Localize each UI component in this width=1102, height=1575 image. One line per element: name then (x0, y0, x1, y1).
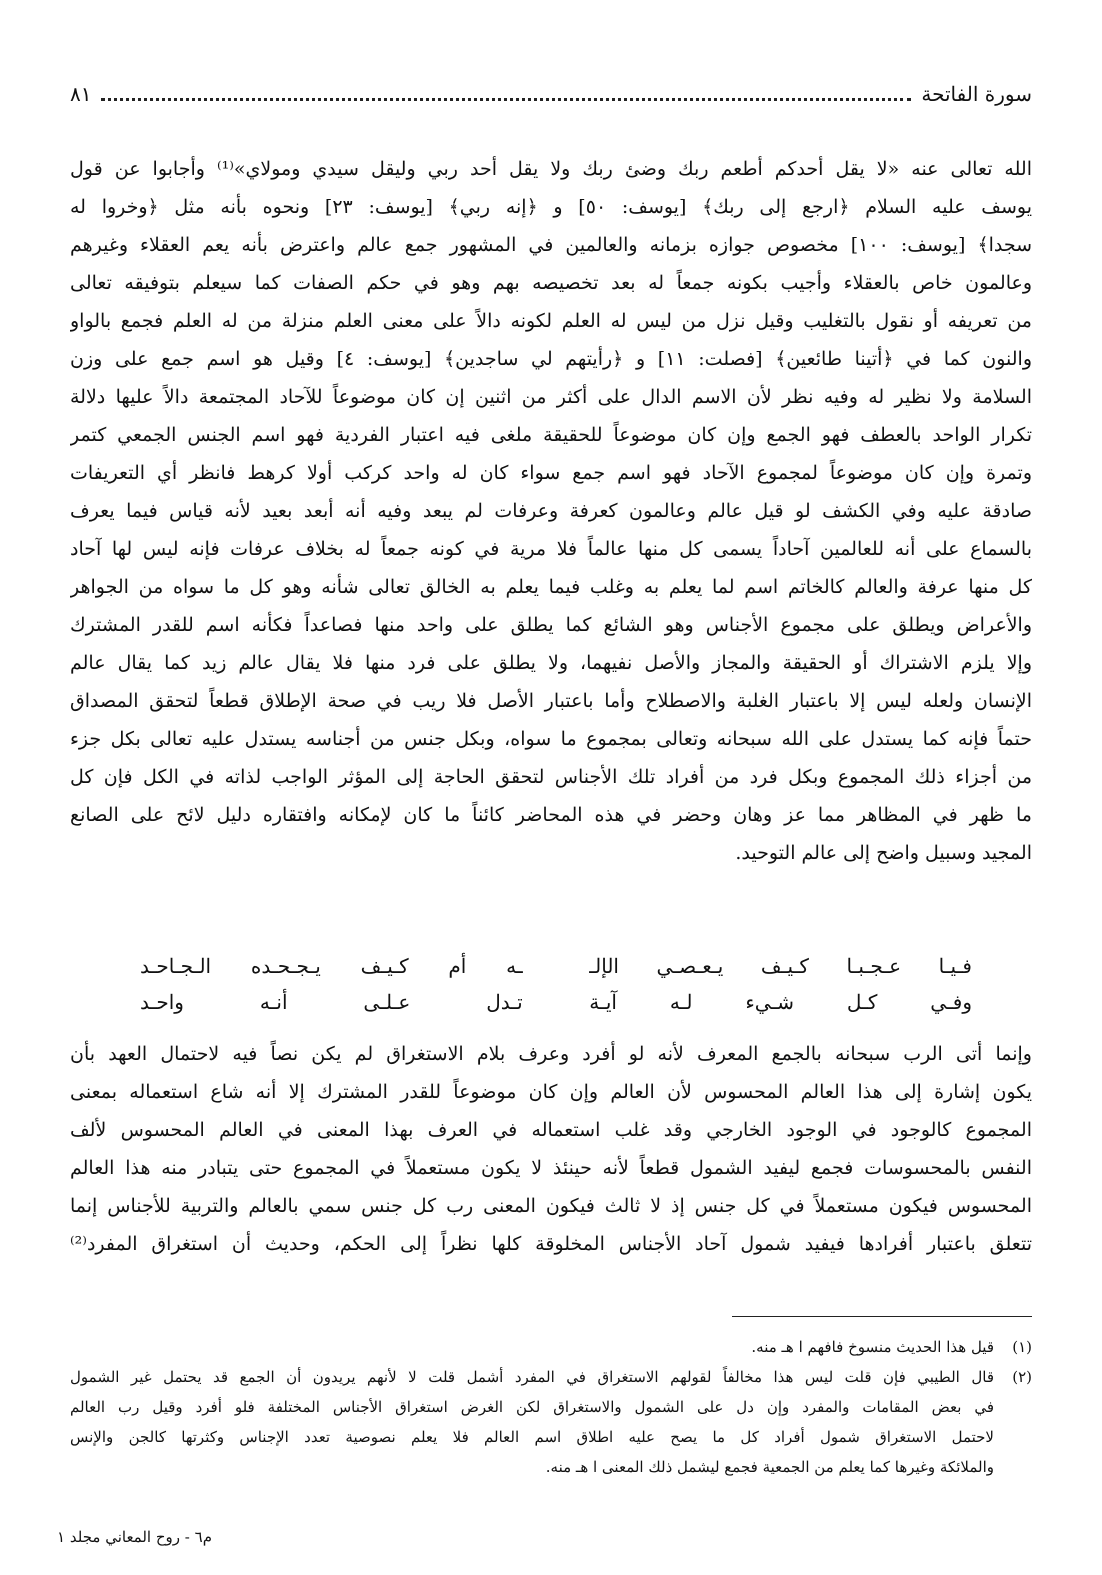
footnote-text (70, 1362, 994, 1482)
body-line: وتمرة وإن كان موضوعاً لمجموع الآحاد فهو اسم جمع سواء كان له واحد كركب أولا كرهط فانظر أي التعريفات (70, 462, 1032, 484)
main-body-text-continued (70, 1035, 1032, 1263)
body-line: بالسماع على أنه للعالمين آحاداً يسمى كل منها عالماً فلا مرية في كونه جمعاً له بخلاف عرفات فإنه ليس لها آحاد (70, 538, 1032, 560)
body-line: وإلا يلزم الاشتراك أو الحقيقة والمجاز والأصل نفيهما، ولا يطلق على فرد منها فلا يقال عالم زيد كما يقال عالم (70, 652, 1032, 674)
body-line: تتعلق باعتبار أفرادها فيفيد شمول آحاد الأجناس المخلوقة كلها نظراً إلى الحكم، وحديث أن استغراق المفرد⁽²⁾ (70, 1233, 1032, 1255)
body-line: ما ظهر في المظاهر مما عز وهان وحضر في هذه المحاضر كائناً ما كان لإمكانه وافتقاره دليل لائح على الصانع (70, 804, 1032, 826)
body-line: يوسف عليه السلام ﴿ارجع إلى ربك﴾ [يوسف: ٥٠] و ﴿إنه ربي﴾ [يوسف: ٢٣] ونحوه بأنه مثل ﴿وخروا له (70, 196, 1032, 218)
body-line: من أجزاء ذلك المجموع وبكل فرد من أفراد تلك الأجناس لتحقق الحاجة إلى المؤثر الواجب لذاته في الكل فإن كل (70, 766, 1032, 788)
body-line: حتماً فإنه كما يستدل على الله سبحانه وتعالى بمجموع ما سواه، وبكل جنس من أجناسه يستدل عليه تعالى بكل جزء (70, 728, 1032, 750)
footnote-text (70, 1332, 994, 1362)
body-line: تكرار الواحد بالعطف فهو الجمع وإن كان موضوعاً للحقيقة ملغى فيه اعتبار الفردية فهو اسم الجنس الجمعي كتمر (70, 424, 1032, 446)
body-line: من تعريفه أو نقول بالتغليب وقيل نزل من ليس له العلم لكونه دالاً على معنى العلم منزلة من له العلم فجمع بالواو (70, 310, 1032, 332)
verse-row (140, 948, 972, 984)
poetry-verses (140, 948, 972, 1020)
footnote-line: لاحتمل الاستغراق شمول أفراد كل ما يصح عليه اطلاق اسم العالم فلا يعلم نصوصية تعدد الإجناس وكثرتها كالجن والإنس (70, 1428, 994, 1446)
page-header (70, 82, 1032, 116)
body-line: والنون كما في ﴿أتينا طائعين﴾ [فصلت: ١١] و ﴿رأيتهم لي ساجدين﴾ [يوسف: ٤] وقيل هو اسم جمع على وزن (70, 348, 1032, 370)
body-line: النفس بالمحسوسات فجمع ليفيد الشمول قطعاً لأنه حينئذ لا يكون مستعملاً في المجموع حتى يتبادر منه هذا العالم (70, 1157, 1032, 1179)
body-line: صادقة عليه وفي الكشف لو قيل عالم وعالمون كعرفة وعرفات لم يبعد وفيه أنه أبعد بعيد لأنه قياس فيما يعرف (70, 500, 1032, 522)
footnote (70, 1362, 1032, 1482)
body-line: كل منها عرفة والعالم كالخاتم اسم لما يعلم به وغلب فيما يعلم به الخالق تعالى شأنه وهو كل ما سواه من الجواهر (70, 576, 1032, 598)
main-body-text (70, 150, 1032, 872)
verse-second-hemistich: تـدل عـلـى أنـه واحـد (140, 990, 523, 1014)
footnote-separator (732, 1316, 1032, 1317)
page-number: ٨١ (70, 82, 92, 106)
header-dot-leader (101, 86, 911, 101)
footnote-line: في بعض المقامات والمفرد وإن دل على الشمول والاستغراق لكن الغرض استغراق الأجناس المختلفة فلو أفرد وقيل رب العالم (70, 1398, 994, 1416)
verse-first-hemistich: وفـي كـل شـيء لـه آيـة (589, 990, 972, 1014)
footnote-number: (١) (1012, 1338, 1032, 1356)
verse-first-hemistich: فـيـا عـجـبـا كـيـف يـعـصـي الإلـ (589, 954, 972, 978)
body-line: وعالمون خاص بالعقلاء وأجيب بكونه جمعاً له بعد تخصيصه بهم وهو في حكم الصفات كما سيعلم بتوفيقه تعالى (70, 272, 1032, 294)
printer-signature: م٦ - روح المعاني مجلد ١ (57, 1528, 212, 1546)
footnote-line: قال الطيبي فإن قلت ليس هذا مخالفاً لقولهم الاستغراق في المفرد أشمل قلت لا لأنهم يريدون أن الجمع قد يحتمل غير الشمول (70, 1368, 994, 1386)
body-line: والأعراض ويطلق على مجموع الأجناس وهو الشائع كما يطلق على واحد منها فصاعداً فكأنه اسم للقدر المشترك (70, 614, 1032, 636)
body-line: الإنسان ولعله ليس إلا باعتبار الغلبة والاصطلاح وأما باعتبار الأصل فلا ريب في صحة الإطلاق قطعاً لتحقق المصداق (70, 690, 1032, 712)
verse-second-hemistich: ـه أم كـيـف يـجـحـده الـجـاحـد (140, 954, 523, 978)
body-line: يكون إشارة إلى هذا العالم المحسوس لأن العالم وإن كان موضوعاً للقدر المشترك إلا أنه شاع استعماله بمعنى (70, 1081, 1032, 1103)
footnotes (70, 1332, 1032, 1482)
verse-row (140, 984, 972, 1020)
body-line: الله تعالى عنه «لا يقل أحدكم أطعم ربك وضئ ربك ولا يقل أحد ربي وليقل سيدي ومولاي»⁽¹⁾ وأجابوا عن قول (70, 158, 1032, 180)
footnote-line: والملائكة وغيرها كما يعلم من الجمعية فجمع ليشمل ذلك المعنى ا هـ منه. (545, 1458, 994, 1476)
body-line: المحسوس فيكون مستعملاً في كل جنس إذ لا ثالث فيكون المعنى رب كل جنس سمي بالعالم والتربية للأجناس إنما (70, 1195, 1032, 1217)
body-line: السلامة ولا نظير له وفيه نظر لأن الاسم الدال على أكثر من اثنين إن كان موضوعاً للآحاد المجتمعة دالاً عليها دلالة (70, 386, 1032, 408)
footnote (70, 1332, 1032, 1362)
body-line: المجيد وسبيل واضح إلى عالم التوحيد. (735, 842, 1032, 864)
surah-title: سورة الفاتحة (921, 82, 1032, 106)
body-line: سجدا﴾ [يوسف: ١٠٠] مخصوص جوازه بزمانه والعالمين في المشهور جمع عالم واعترض بأنه يعم العقلاء وغيرهم (70, 234, 1032, 256)
body-line: المجموع كالوجود في الوجود الخارجي وقد غلب استعماله في العرف بهذا المعنى في العالم المحسوس لألف (70, 1119, 1032, 1141)
body-line: وإنما أتى الرب سبحانه بالجمع المعرف لأنه لو أفرد وعرف بلام الاستغراق لم يكن نصاً فيه لاحتمال العهد بأن (70, 1043, 1032, 1065)
footnote-line: قيل هذا الحديث منسوخ فافهم ا هـ منه. (751, 1338, 994, 1356)
footnote-number: (٢) (1012, 1368, 1032, 1386)
